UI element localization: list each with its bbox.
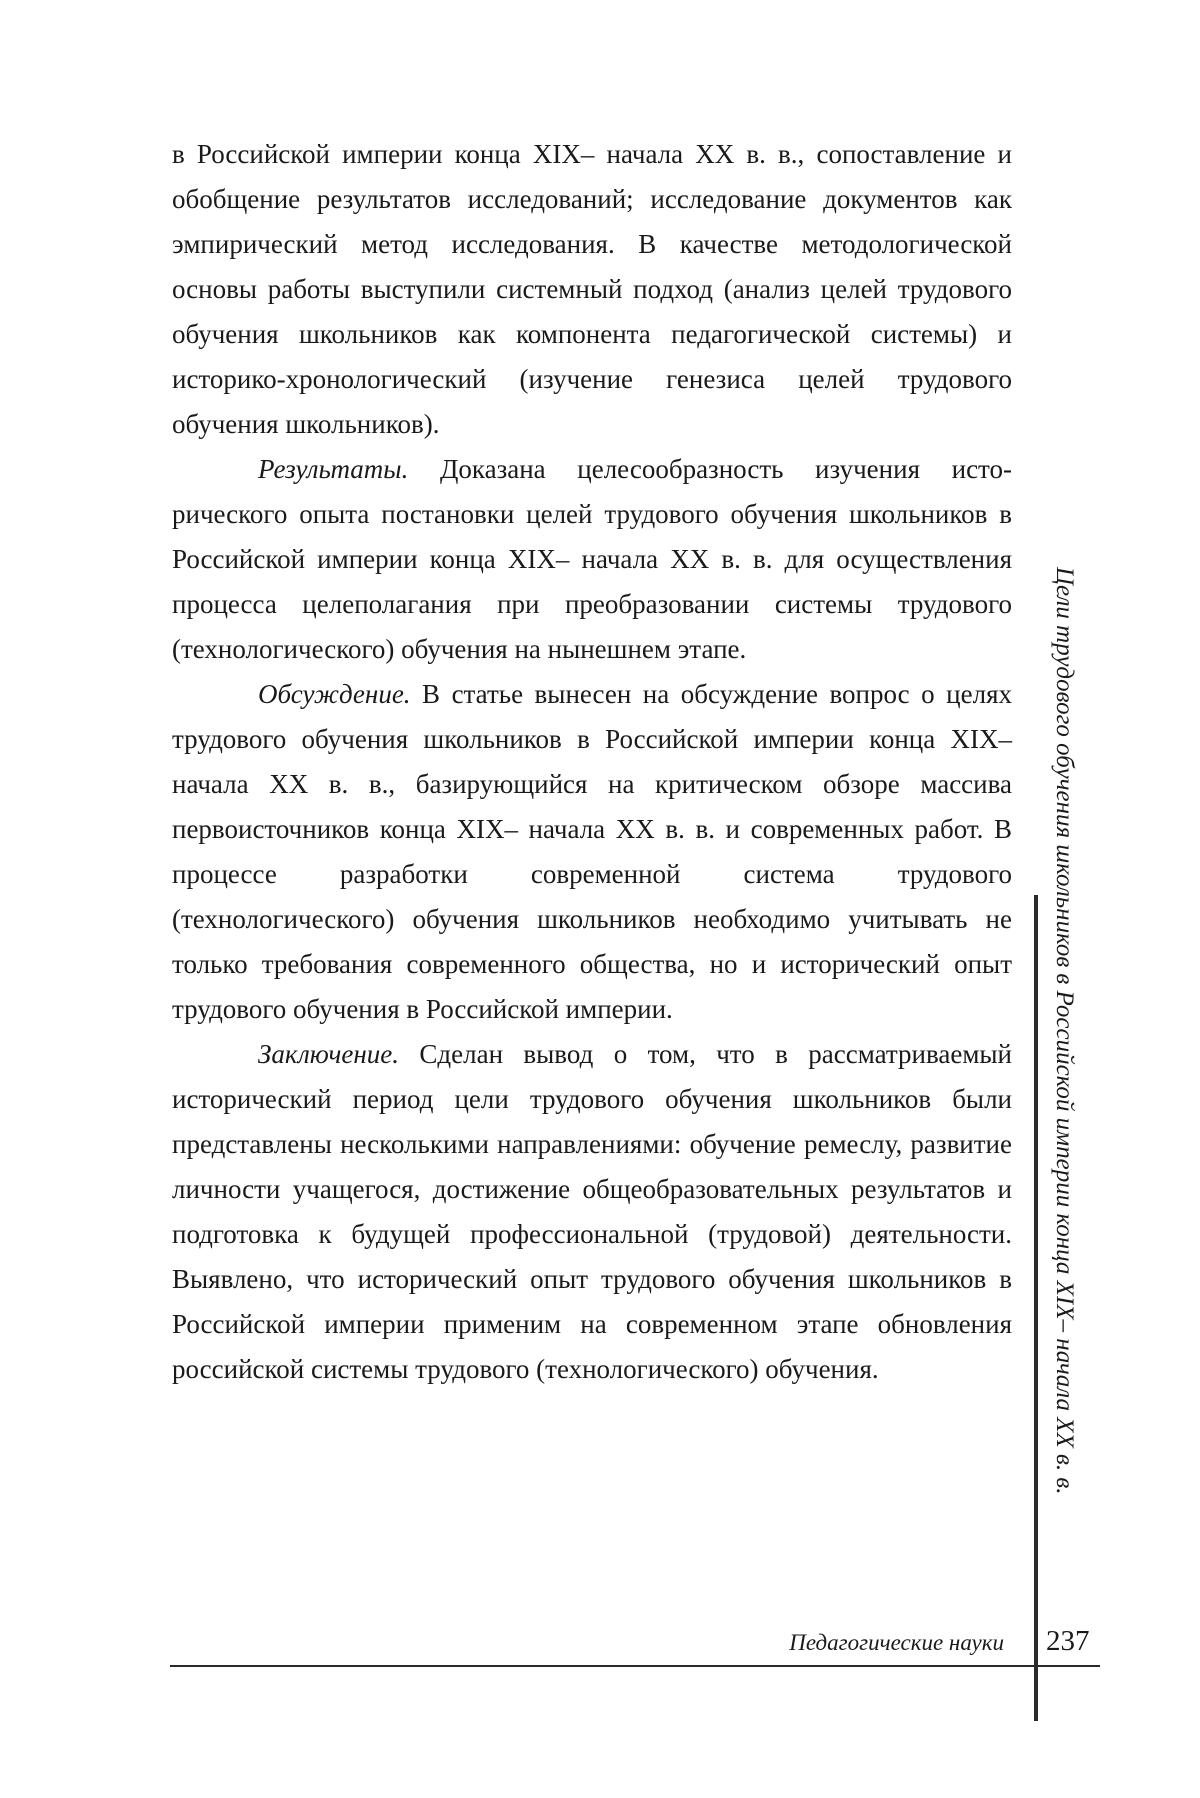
- paragraph-discussion: [172, 672, 1012, 1032]
- paragraph-text: Сделан вывод о том, что в рассматриваемый исторический период цели трудового обучения школьников были представлены несколькими направлениями: обучение ремеслу, развитие личности учащегося, достижение общеобразовательных результатов и подготовка к будущей профессиональной (трудовой) деятельности. Выявлено, что исторический опыт трудового обучения школьников в Российской империи применим на современном этапе обновления российской системы трудового (технологического) обучения.: [172, 1039, 1012, 1384]
- paragraph-text: в Российской империи конца XIX– начала XX в. в., сопоставление и обобщение результатов исследований; исследование документов как эмпирический метод исследования. В качестве методологической основы работы выступили системный подход (анализ целей трудового обучения школьников как компонента педагогической системы) и историко-хронологический (изучение генезиса целей трудового обучения школьников).: [172, 139, 1012, 439]
- page-number: 237: [1046, 1625, 1090, 1657]
- footer-divider: [170, 1665, 1100, 1667]
- paragraph-text: В статье вынесен на обсуждение вопрос о целях трудового обучения школьников в Российской империи конца XIX– начала XX в. в., базирующийся на критическом обзоре массива первоисточников конца XIX– начала XX в. в. и современных работ. В процессе разработки современной система трудового (технологического) обучения школьников необходимо учитывать не только требования современного общества, но и исторический опыт трудового обучения в Российской империи.: [172, 679, 1012, 1024]
- vertical-divider: [1034, 895, 1038, 1721]
- paragraph-methods-continued: [172, 132, 1012, 447]
- paragraph-conclusion: [172, 1032, 1012, 1392]
- article-body: [172, 132, 1012, 1392]
- paragraph-lead-conclusion: Заключение.: [258, 1039, 399, 1069]
- paragraph-lead-discussion: Обсуждение.: [258, 679, 411, 709]
- running-title-text: Цели трудового обучения школьников в Российской империи конца XIX– начала XX в. в.: [1051, 567, 1078, 1495]
- paragraph-lead-results: Результаты.: [258, 454, 409, 484]
- footer-section-name: Педагогические науки: [789, 1630, 1004, 1655]
- paragraph-results: [172, 447, 1012, 672]
- paragraph-text: Доказана целесообразность изучения исторического опыта постановки целей трудового обучения школьников в Российской империи конца XIX– начала XX в. в. для осуществления процесса целеполагания при преобразовании системы трудового (технологического) обучения на нынешнем этапе.: [172, 454, 1012, 664]
